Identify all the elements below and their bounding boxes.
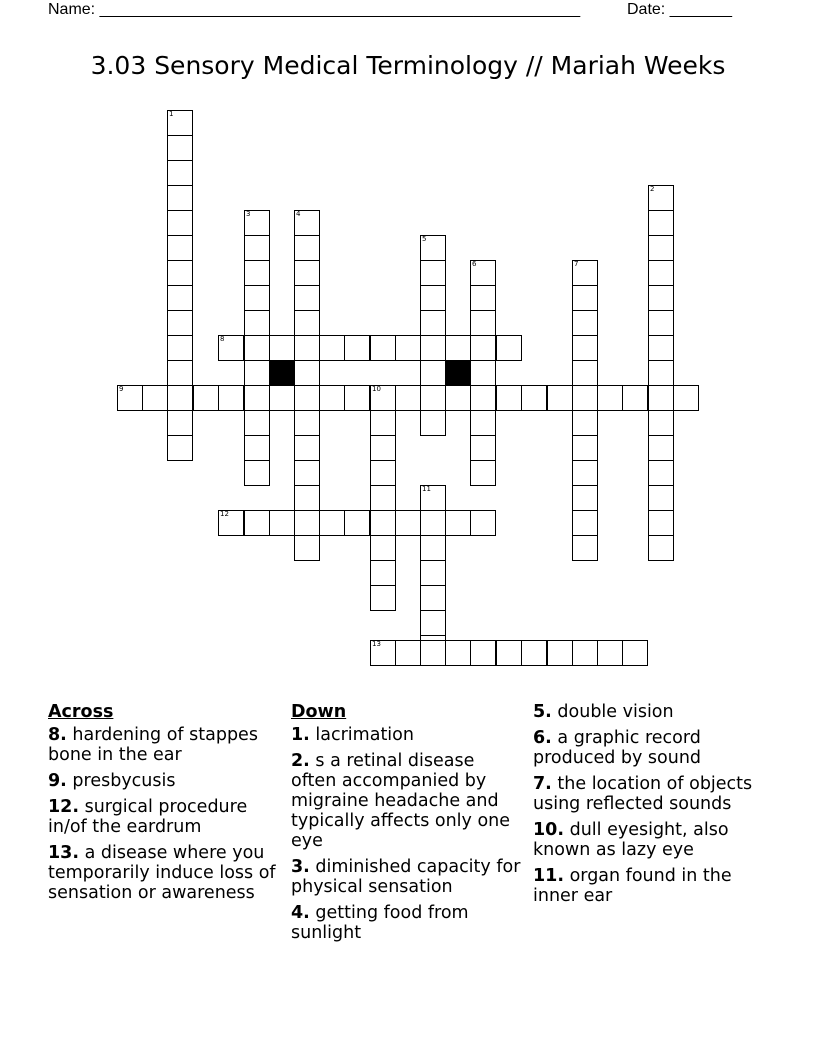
crossword-cell[interactable] <box>294 260 320 286</box>
clue-across-8: 8. hardening of stappes bone in the ear <box>48 725 258 765</box>
crossword-cell[interactable] <box>167 185 193 211</box>
crossword-cell[interactable] <box>167 260 193 286</box>
crossword-cell[interactable] <box>420 640 446 666</box>
clue-down-4: 4. getting food from sunlight <box>291 903 469 943</box>
crossword-cell[interactable] <box>496 335 522 361</box>
crossword-cell[interactable] <box>167 135 193 161</box>
crossword-cell[interactable] <box>294 235 320 261</box>
across-clues <box>48 702 280 909</box>
crossword-cell[interactable] <box>572 260 598 286</box>
crossword-cell[interactable] <box>572 485 598 511</box>
crossword-cell[interactable] <box>344 510 370 536</box>
crossword-cell[interactable] <box>294 410 320 436</box>
crossword-cell[interactable] <box>370 485 396 511</box>
crossword-cell[interactable] <box>648 410 674 436</box>
crossword-cell[interactable] <box>294 460 320 486</box>
crossword-cell[interactable] <box>445 640 471 666</box>
crossword-cell[interactable] <box>597 640 623 666</box>
crossword-cell[interactable] <box>648 360 674 386</box>
clue-number: 11 <box>422 485 431 493</box>
crossword-cell[interactable] <box>622 640 648 666</box>
crossword-cell[interactable] <box>648 485 674 511</box>
crossword-cell[interactable] <box>244 310 270 336</box>
crossword-cell[interactable] <box>470 385 496 411</box>
crossword-cell[interactable] <box>294 535 320 561</box>
crossword-cell[interactable] <box>269 385 295 411</box>
crossword-cell[interactable] <box>294 310 320 336</box>
clue-number: 4 <box>296 210 301 218</box>
crossword-cell[interactable] <box>648 385 674 411</box>
crossword-cell[interactable] <box>648 435 674 461</box>
crossword-cell[interactable] <box>294 210 320 236</box>
crossword-cell[interactable] <box>370 335 396 361</box>
crossword-cell[interactable] <box>395 510 421 536</box>
crossword-cell[interactable] <box>648 310 674 336</box>
crossword-cell[interactable] <box>420 235 446 261</box>
crossword-cell[interactable] <box>370 410 396 436</box>
crossword-cell[interactable] <box>167 360 193 386</box>
crossword-cell[interactable] <box>344 385 370 411</box>
crossword-cell[interactable] <box>319 385 345 411</box>
crossword-cell[interactable] <box>370 385 396 411</box>
crossword-cell[interactable] <box>269 335 295 361</box>
crossword-cell[interactable] <box>420 560 446 586</box>
clue-down-3: 3. diminished capacity for physical sensation <box>291 857 521 897</box>
clue-down-1: 1. lacrimation <box>291 725 414 745</box>
crossword-cell[interactable] <box>445 385 471 411</box>
crossword-cell[interactable] <box>395 385 421 411</box>
crossword-cell[interactable] <box>572 510 598 536</box>
crossword-cell[interactable] <box>294 385 320 411</box>
crossword-cell[interactable] <box>673 385 699 411</box>
crossword-cell[interactable] <box>244 335 270 361</box>
clue-down-11: 11. organ found in the inner ear <box>533 866 732 906</box>
down-clues <box>291 702 523 949</box>
crossword-cell[interactable] <box>294 335 320 361</box>
clue-number: 8 <box>220 335 225 343</box>
crossword-cell[interactable] <box>167 435 193 461</box>
crossword-cell[interactable] <box>294 485 320 511</box>
crossword-cell[interactable] <box>193 385 219 411</box>
clue-number: 7 <box>574 260 579 268</box>
crossword-cell[interactable] <box>420 510 446 536</box>
crossword-cell[interactable] <box>370 585 396 611</box>
crossword-cell[interactable] <box>395 640 421 666</box>
crossword-cell[interactable] <box>244 435 270 461</box>
clue-down-5: 5. double vision <box>533 702 674 722</box>
crossword-cell[interactable] <box>572 435 598 461</box>
clue-number: 13 <box>372 640 381 648</box>
crossword-cell[interactable] <box>648 510 674 536</box>
crossword-cell[interactable] <box>496 385 522 411</box>
crossword-cell[interactable] <box>370 535 396 561</box>
crossword-cell[interactable] <box>572 640 598 666</box>
crossword-cell[interactable] <box>370 460 396 486</box>
crossword-cell[interactable] <box>370 435 396 461</box>
name-label: Name: <box>48 1 96 18</box>
crossword-cell[interactable] <box>269 510 295 536</box>
crossword-cell[interactable] <box>470 640 496 666</box>
crossword-cell[interactable] <box>294 435 320 461</box>
crossword-cell[interactable] <box>294 360 320 386</box>
crossword-cell[interactable] <box>167 385 193 411</box>
crossword-cell[interactable] <box>244 235 270 261</box>
crossword-cell[interactable] <box>420 360 446 386</box>
crossword-cell[interactable] <box>547 385 573 411</box>
crossword-cell[interactable] <box>370 640 396 666</box>
crossword-cell[interactable] <box>244 285 270 311</box>
crossword-cell[interactable] <box>648 460 674 486</box>
crossword-cell[interactable] <box>218 385 244 411</box>
date-line[interactable]: _______ <box>669 1 732 18</box>
crossword-cell[interactable] <box>420 610 446 636</box>
crossword-cell[interactable] <box>470 435 496 461</box>
clue-down-10: 10. dull eyesight, also known as lazy eye <box>533 820 729 860</box>
crossword-cell[interactable] <box>420 485 446 511</box>
crossword-cell[interactable] <box>244 410 270 436</box>
crossword-cell[interactable] <box>142 385 168 411</box>
crossword-cell[interactable] <box>521 640 547 666</box>
crossword-cell[interactable] <box>648 335 674 361</box>
clue-number: 3 <box>246 210 251 218</box>
clue-down-7: 7. the location of objects using reflected sounds <box>533 774 753 814</box>
clue-across-9: 9. presbycusis <box>48 771 176 791</box>
crossword-cell[interactable] <box>470 310 496 336</box>
crossword-cell[interactable] <box>572 335 598 361</box>
clue-number: 6 <box>472 260 477 268</box>
crossword-cell[interactable] <box>167 285 193 311</box>
crossword-cell[interactable] <box>117 385 143 411</box>
crossword-cell[interactable] <box>167 110 193 136</box>
crossword-cell[interactable] <box>572 360 598 386</box>
crossword-cell[interactable] <box>167 310 193 336</box>
crossword-cell[interactable] <box>420 335 446 361</box>
crossword-cell[interactable] <box>521 385 547 411</box>
crossword-cell[interactable] <box>294 510 320 536</box>
name-line[interactable]: ______________________________________________________ <box>99 1 581 18</box>
crossword-cell[interactable] <box>244 210 270 236</box>
crossword-cell[interactable] <box>470 335 496 361</box>
crossword-cell[interactable] <box>470 285 496 311</box>
crossword-cell[interactable] <box>420 310 446 336</box>
clue-across-13: 13. a disease where you temporarily induce loss of sensation or awareness <box>48 843 276 903</box>
crossword-cell[interactable] <box>470 510 496 536</box>
crossword-cell[interactable] <box>319 335 345 361</box>
crossword-cell[interactable] <box>344 335 370 361</box>
clue-number: 10 <box>372 385 381 393</box>
crossword-cell[interactable] <box>244 260 270 286</box>
crossword-cell[interactable] <box>167 410 193 436</box>
crossword-cell[interactable] <box>597 385 623 411</box>
crossword-cell[interactable] <box>395 335 421 361</box>
crossword-cell[interactable] <box>167 335 193 361</box>
crossword-cell[interactable] <box>470 260 496 286</box>
crossword-cell[interactable] <box>572 460 598 486</box>
down-clues-continued <box>533 702 765 912</box>
crossword-cell[interactable] <box>167 235 193 261</box>
crossword-cell[interactable] <box>648 535 674 561</box>
crossword-cell[interactable] <box>648 285 674 311</box>
crossword-cell[interactable] <box>648 185 674 211</box>
crossword-cell[interactable] <box>218 510 244 536</box>
clue-number: 5 <box>422 235 427 243</box>
crossword-cell[interactable] <box>294 285 320 311</box>
crossword-cell[interactable] <box>218 335 244 361</box>
crossword-cell[interactable] <box>572 285 598 311</box>
crossword-cell[interactable] <box>572 410 598 436</box>
crossword-cell[interactable] <box>445 335 471 361</box>
crossword-black-cell <box>445 360 471 386</box>
crossword-cell[interactable] <box>420 535 446 561</box>
clue-number: 12 <box>220 510 229 518</box>
clue-across-12: 12. surgical procedure in/of the eardrum <box>48 797 248 837</box>
crossword-cell[interactable] <box>420 410 446 436</box>
crossword-cell[interactable] <box>470 460 496 486</box>
crossword-cell[interactable] <box>622 385 648 411</box>
crossword-cell[interactable] <box>244 460 270 486</box>
crossword-cell[interactable] <box>370 560 396 586</box>
clue-number: 9 <box>119 385 124 393</box>
crossword-cell[interactable] <box>496 640 522 666</box>
across-heading: Across <box>48 702 114 722</box>
crossword-cell[interactable] <box>572 310 598 336</box>
crossword-cell[interactable] <box>420 285 446 311</box>
crossword-cell[interactable] <box>167 160 193 186</box>
crossword-cell[interactable] <box>244 510 270 536</box>
crossword-cell[interactable] <box>648 210 674 236</box>
crossword-cell[interactable] <box>648 235 674 261</box>
page-title: 3.03 Sensory Medical Terminology // Mariah Weeks <box>90 51 726 80</box>
clue-number: 2 <box>650 185 655 193</box>
date-label: Date: <box>627 1 666 18</box>
crossword-cell[interactable] <box>648 260 674 286</box>
crossword-cell[interactable] <box>319 510 345 536</box>
clue-down-6: 6. a graphic record produced by sound <box>533 728 702 768</box>
crossword-cell[interactable] <box>244 360 270 386</box>
crossword-cell[interactable] <box>167 210 193 236</box>
crossword-black-cell <box>269 360 295 386</box>
crossword-cell[interactable] <box>572 535 598 561</box>
crossword-cell[interactable] <box>420 585 446 611</box>
crossword-cell[interactable] <box>445 510 471 536</box>
crossword-cell[interactable] <box>547 640 573 666</box>
crossword-cell[interactable] <box>420 385 446 411</box>
clue-down-2: 2. s a retinal disease often accompanied by migraine headache and typically affects only one eye <box>291 751 511 851</box>
crossword-cell[interactable] <box>420 260 446 286</box>
crossword-cell[interactable] <box>370 510 396 536</box>
clue-number: 1 <box>169 110 174 118</box>
down-heading: Down <box>291 702 347 722</box>
crossword-cell[interactable] <box>470 360 496 386</box>
crossword-cell[interactable] <box>244 385 270 411</box>
crossword-cell[interactable] <box>470 410 496 436</box>
crossword-cell[interactable] <box>572 385 598 411</box>
